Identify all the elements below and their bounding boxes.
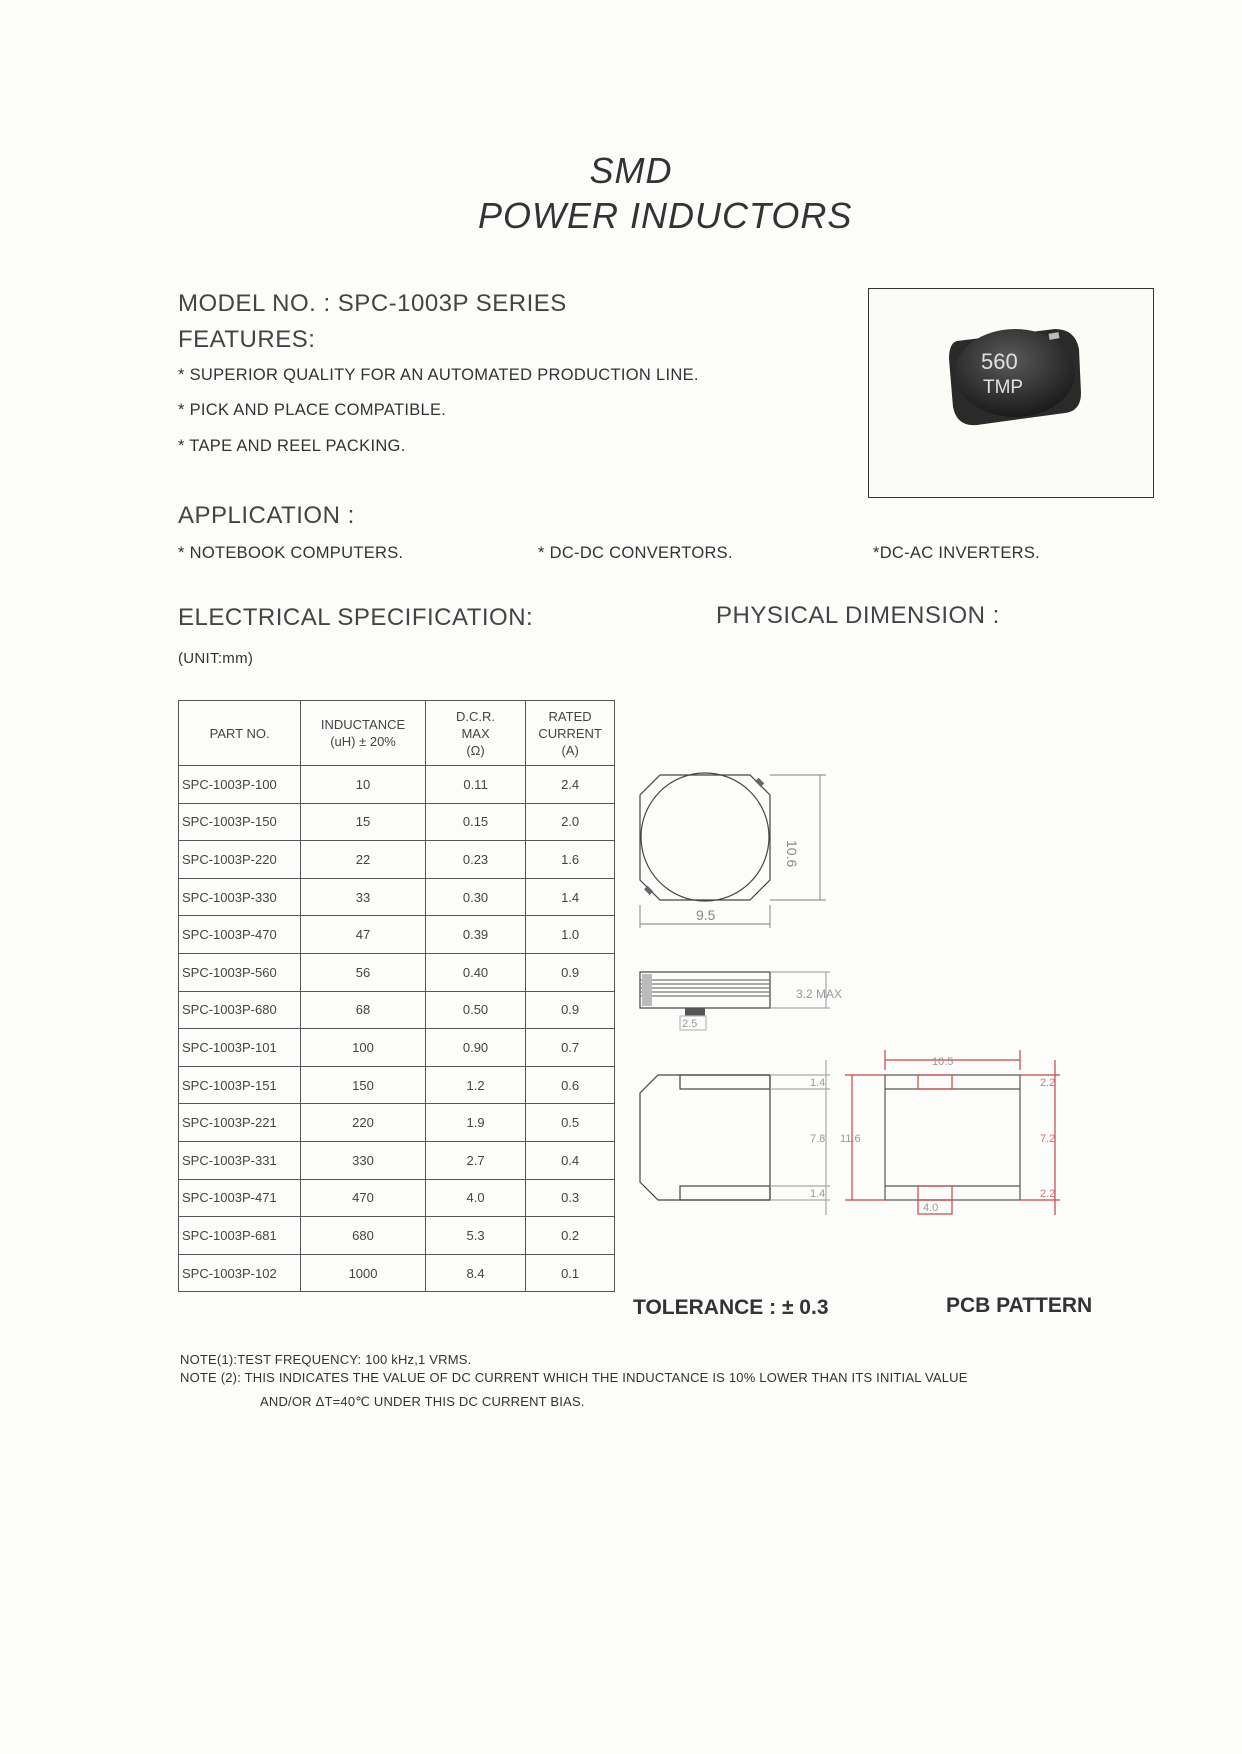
header-rated-current: RATED CURRENT (A) bbox=[526, 701, 615, 766]
part-no-cell: SPC-1003P-100 bbox=[179, 766, 301, 804]
table-row bbox=[179, 1104, 615, 1142]
dcr-cell: 0.15 bbox=[425, 803, 525, 841]
application-item: * DC-DC CONVERTORS. bbox=[538, 544, 733, 562]
inductance-cell: 68 bbox=[301, 991, 426, 1029]
part-no-cell: SPC-1003P-221 bbox=[179, 1104, 301, 1142]
table-row bbox=[179, 953, 615, 991]
side-view-drawing bbox=[640, 972, 830, 1030]
table-row bbox=[179, 803, 615, 841]
current-cell: 0.6 bbox=[526, 1066, 615, 1104]
table-row bbox=[179, 1029, 615, 1067]
application-item: * NOTEBOOK COMPUTERS. bbox=[178, 544, 404, 562]
table-row bbox=[179, 916, 615, 954]
inductance-cell: 22 bbox=[301, 841, 426, 879]
application-heading: APPLICATION : bbox=[178, 502, 355, 529]
dcr-cell: 0.23 bbox=[425, 841, 525, 879]
dim-pcb-width: 10.5 bbox=[932, 1056, 954, 1068]
title-line-1: SMD bbox=[589, 150, 673, 191]
inductance-cell: 330 bbox=[301, 1141, 426, 1179]
dim-side-pad: 2.5 bbox=[682, 1018, 698, 1030]
dcr-cell: 5.3 bbox=[425, 1217, 525, 1255]
product-photo bbox=[868, 288, 1154, 498]
current-cell: 1.0 bbox=[526, 916, 615, 954]
dcr-cell: 0.11 bbox=[425, 766, 525, 804]
dim-side-height: 3.2 MAX bbox=[796, 987, 843, 1001]
current-cell: 0.4 bbox=[526, 1141, 615, 1179]
dcr-cell: 8.4 bbox=[425, 1254, 525, 1292]
inductance-cell: 150 bbox=[301, 1066, 426, 1104]
feature-item: * TAPE AND REEL PACKING. bbox=[178, 437, 406, 455]
current-cell: 0.5 bbox=[526, 1104, 615, 1142]
application-item: *DC-AC INVERTERS. bbox=[873, 544, 1041, 562]
part-no-cell: SPC-1003P-471 bbox=[179, 1179, 301, 1217]
dcr-cell: 0.40 bbox=[425, 953, 525, 991]
note-1: NOTE(1):TEST FREQUENCY: 100 kHz,1 VRMS. bbox=[180, 1352, 472, 1367]
pcb-pattern-drawing bbox=[845, 1050, 1060, 1215]
dim-pcb-pad-width: 4.0 bbox=[923, 1202, 939, 1214]
inductance-cell: 56 bbox=[301, 953, 426, 991]
table-row bbox=[179, 1179, 615, 1217]
dim-bottom-mid: 7.8 bbox=[810, 1133, 826, 1145]
table-row bbox=[179, 878, 615, 916]
part-no-cell: SPC-1003P-101 bbox=[179, 1029, 301, 1067]
inductance-cell: 47 bbox=[301, 916, 426, 954]
inductance-cell: 15 bbox=[301, 803, 426, 841]
dcr-cell: 4.0 bbox=[425, 1179, 525, 1217]
inductance-cell: 100 bbox=[301, 1029, 426, 1067]
part-no-cell: SPC-1003P-220 bbox=[179, 841, 301, 879]
dim-bottom-pad-top: 1.4 bbox=[810, 1077, 826, 1089]
dim-bottom-pad-bot: 1.4 bbox=[810, 1188, 826, 1200]
title-line-2: POWER INDUCTORS bbox=[478, 195, 853, 236]
photo-marking-1: 560 bbox=[981, 349, 1018, 374]
table-row bbox=[179, 766, 615, 804]
part-no-cell: SPC-1003P-681 bbox=[179, 1217, 301, 1255]
inductance-cell: 680 bbox=[301, 1217, 426, 1255]
part-no-cell: SPC-1003P-150 bbox=[179, 803, 301, 841]
inductance-cell: 1000 bbox=[301, 1254, 426, 1292]
dcr-cell: 1.2 bbox=[425, 1066, 525, 1104]
inductance-cell: 220 bbox=[301, 1104, 426, 1142]
table-row bbox=[179, 1141, 615, 1179]
feature-item: * PICK AND PLACE COMPATIBLE. bbox=[178, 401, 447, 419]
physical-heading: PHYSICAL DIMENSION : bbox=[716, 602, 1000, 629]
dcr-cell: 1.9 bbox=[425, 1104, 525, 1142]
header-inductance: INDUCTANCE (uH) ± 20% bbox=[301, 701, 426, 766]
dim-top-height: 10.6 bbox=[784, 840, 800, 868]
table-row bbox=[179, 841, 615, 879]
part-no-cell: SPC-1003P-330 bbox=[179, 878, 301, 916]
model-number: MODEL NO. : SPC-1003P SERIES bbox=[178, 290, 567, 317]
table-row bbox=[179, 1066, 615, 1104]
dimension-drawings bbox=[630, 760, 1160, 1230]
current-cell: 0.7 bbox=[526, 1029, 615, 1067]
current-cell: 1.4 bbox=[526, 878, 615, 916]
current-cell: 0.9 bbox=[526, 953, 615, 991]
part-no-cell: SPC-1003P-102 bbox=[179, 1254, 301, 1292]
part-no-cell: SPC-1003P-680 bbox=[179, 991, 301, 1029]
dcr-cell: 0.39 bbox=[425, 916, 525, 954]
note-2: NOTE (2): THIS INDICATES THE VALUE OF DC CURRENT WHICH THE INDUCTANCE IS 10% LOWER THAN ITS INITIAL VALUE bbox=[180, 1370, 968, 1385]
pcb-pattern-label: PCB PATTERN bbox=[946, 1294, 1093, 1317]
inductance-cell: 33 bbox=[301, 878, 426, 916]
dcr-cell: 0.30 bbox=[425, 878, 525, 916]
dim-pcb-height: 11.6 bbox=[840, 1133, 861, 1145]
header-part-no: PART NO. bbox=[179, 701, 301, 766]
spec-table bbox=[178, 700, 615, 1292]
part-no-cell: SPC-1003P-151 bbox=[179, 1066, 301, 1104]
note-2-continued: AND/OR ΔT=40℃ UNDER THIS DC CURRENT BIAS. bbox=[260, 1394, 585, 1409]
table-row bbox=[179, 1254, 615, 1292]
part-no-cell: SPC-1003P-560 bbox=[179, 953, 301, 991]
header-dcr: D.C.R. MAX (Ω) bbox=[425, 701, 525, 766]
inductance-cell: 10 bbox=[301, 766, 426, 804]
dcr-cell: 0.90 bbox=[425, 1029, 525, 1067]
photo-marking-2: TMP bbox=[983, 377, 1024, 398]
tolerance-label: TOLERANCE : ± 0.3 bbox=[633, 1296, 829, 1319]
current-cell: 2.4 bbox=[526, 766, 615, 804]
current-cell: 2.0 bbox=[526, 803, 615, 841]
part-no-cell: SPC-1003P-331 bbox=[179, 1141, 301, 1179]
current-cell: 0.9 bbox=[526, 991, 615, 1029]
bottom-view-drawing bbox=[640, 1060, 830, 1215]
dcr-cell: 0.50 bbox=[425, 991, 525, 1029]
current-cell: 0.1 bbox=[526, 1254, 615, 1292]
current-cell: 1.6 bbox=[526, 841, 615, 879]
features-heading: FEATURES: bbox=[178, 326, 316, 353]
electrical-heading: ELECTRICAL SPECIFICATION: bbox=[178, 604, 534, 631]
dim-pcb-pad-bot: 2.2 bbox=[1040, 1188, 1056, 1200]
inductance-cell: 470 bbox=[301, 1179, 426, 1217]
dcr-cell: 2.7 bbox=[425, 1141, 525, 1179]
table-row bbox=[179, 1217, 615, 1255]
current-cell: 0.3 bbox=[526, 1179, 615, 1217]
dim-pcb-mid: 7.2 bbox=[1040, 1133, 1056, 1145]
current-cell: 0.2 bbox=[526, 1217, 615, 1255]
dim-top-width: 9.5 bbox=[696, 907, 716, 923]
feature-item: * SUPERIOR QUALITY FOR AN AUTOMATED PRODUCTION LINE. bbox=[178, 366, 699, 384]
unit-label: (UNIT:mm) bbox=[178, 650, 254, 667]
dim-pcb-pad-top: 2.2 bbox=[1040, 1077, 1056, 1089]
part-no-cell: SPC-1003P-470 bbox=[179, 916, 301, 954]
table-row bbox=[179, 991, 615, 1029]
